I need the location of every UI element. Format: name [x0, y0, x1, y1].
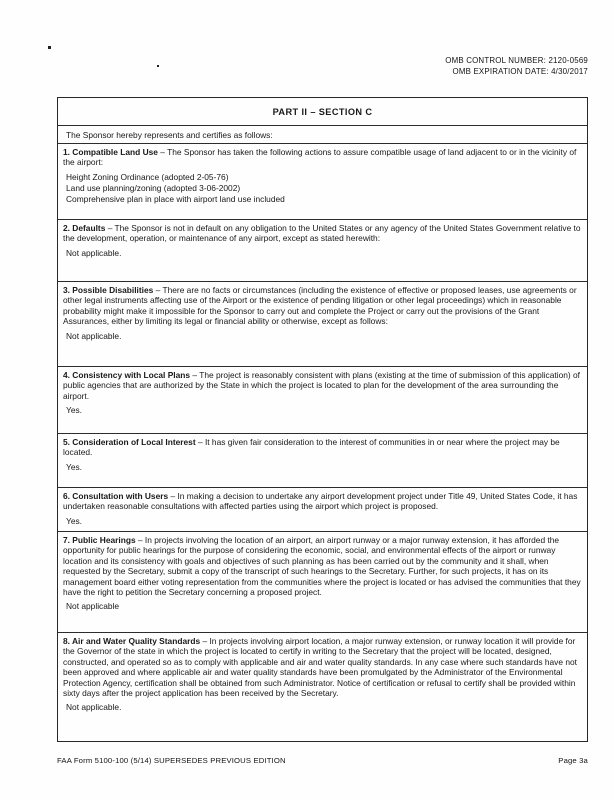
- section-body: – In making a decision to undertake any airport development project under Title 49, United States Code, it has undertaken reasonable consultations with affected parties using the airport which project is proposed.: [63, 491, 578, 512]
- section-answers: [63, 331, 581, 342]
- form-number: FAA Form 5100-100 (5/14) SUPERSEDES PREVIOUS EDITION: [57, 756, 286, 765]
- section-answer: Not applicable.: [66, 330, 122, 341]
- section-answers: [63, 172, 581, 205]
- section-text: [63, 223, 581, 244]
- certification-form-box: [57, 97, 588, 742]
- section-public-hearings: [58, 532, 587, 633]
- section-answers: [63, 248, 581, 259]
- part-title: PART II – SECTION C: [272, 106, 373, 117]
- section-answer: Yes.: [66, 405, 82, 416]
- section-defaults: [58, 220, 587, 282]
- section-body: – In projects involving airport location, a major runway extension, or runway location it will provide for the Governor of the state in which the project is located to certify in writing to the Secretary that the project will be located, designed, constructed, and operated so as to comply with applicable and air and water quality standards. In any case where such standards have not been approved and where applicable air and water quality standards have been promulgated by the Administrator of the Environmental Protection Agency, certification shall be obtained from such Administrator. Notice of certification or refusal to certify shall be provided within sixty days after the project application has been received by the Secretary.: [63, 636, 577, 699]
- section-title: 1. Compatible Land Use: [63, 147, 158, 157]
- section-title: 8. Air and Water Quality Standards: [63, 636, 201, 646]
- section-text: [63, 636, 581, 698]
- section-consultation-with-users: [58, 488, 587, 532]
- section-text: [63, 535, 581, 597]
- intro-row: [58, 126, 587, 144]
- section-text: [63, 491, 581, 512]
- section-body: – In projects involving the location of an airport, an airport runway or a major runway extension, it has afforded the opportunity for public hearings for the purpose of considering the economic, social, and environmental effects of the airport or runway location and its consistency with goals and objectives of such planning as has been carried out by the community and it shall, when requested by the Secretary, submit a copy of the transcript of such hearings to the Secretary. Further, for such projects, it has on its management board either voting representation from the communities where the project is located or has advised the communities that they have the right to petition the Secretary concerning a proposed project.: [63, 535, 581, 598]
- part-title-row: [58, 98, 587, 126]
- section-title: 7. Public Hearings: [63, 535, 136, 545]
- section-title: 4. Consistency with Local Plans: [63, 370, 191, 380]
- section-answer: Height Zoning Ordinance (adopted 2-05-76): [66, 171, 229, 182]
- section-consistency-with-local-plans: [58, 367, 587, 434]
- section-title: 6. Consultation with Users: [63, 491, 169, 501]
- section-body: – The project is reasonably consistent with plans (existing at the time of submission of this application) of public agencies that are authorized by the State in which the project is located to plan for the development of the area surrounding the airport.: [63, 370, 581, 401]
- section-answer: Not applicable: [66, 601, 120, 612]
- scan-speck-icon: [48, 46, 51, 49]
- section-title: 5. Consideration of Local Interest: [63, 437, 196, 447]
- section-answers: [63, 462, 581, 473]
- section-body: – The Sponsor is not in default on any obligation to the United States or any agency of the United States Government relative to the development, operation, or maintenance of any airport, except as stated herewith:: [63, 223, 581, 244]
- omb-header: [445, 56, 588, 77]
- section-title: 3. Possible Disabilities: [63, 285, 154, 295]
- section-answer: Not applicable.: [66, 247, 122, 258]
- section-possible-disabilities: [58, 282, 587, 367]
- section-compatible-land-use: [58, 144, 587, 220]
- omb-control-number: OMB CONTROL NUMBER: 2120-0569: [445, 56, 588, 65]
- section-air-and-water-quality-standards: [58, 633, 587, 741]
- section-text: [63, 147, 581, 168]
- intro-statement: The Sponsor hereby represents and certifies as follows:: [66, 129, 273, 140]
- section-text: [63, 285, 581, 327]
- section-answers: [63, 405, 581, 416]
- section-answers: [63, 601, 581, 612]
- section-answer: Comprehensive plan in place with airport land use included: [66, 193, 285, 204]
- section-text: [63, 370, 581, 401]
- page-number: Page 3a: [558, 756, 588, 765]
- section-title: 2. Defaults: [63, 223, 106, 233]
- page-footer: [57, 756, 588, 765]
- section-answer: Yes.: [66, 515, 82, 526]
- section-body: – It has given fair consideration to the interest of communities in or near where the project may be located.: [63, 437, 560, 458]
- section-answer: Yes.: [66, 461, 82, 472]
- section-text: [63, 437, 581, 458]
- omb-expiration-date: OMB EXPIRATION DATE: 4/30/2017: [452, 66, 588, 76]
- section-answers: [63, 702, 581, 713]
- section-body: – There are no facts or circumstances (including the existence of effective or proposed leases, use agreements or other legal instruments affecting use of the Airport or the existence of pending litigation or other legal proceedings) which in reasonable probability might make it impossible for the Sponsor to carry out and complete the Project or carry out the provisions of the Grant Assurances, either by limiting its legal or financial ability or otherwise, except as follows:: [63, 285, 577, 327]
- scan-speck-icon: [157, 65, 159, 67]
- section-answer: Not applicable.: [66, 702, 122, 713]
- section-answer: Land use planning/zoning (adopted 3-06-2002): [66, 182, 241, 193]
- section-answers: [63, 516, 581, 527]
- section-consideration-of-local-interest: [58, 434, 587, 488]
- section-body: – The Sponsor has taken the following actions to assure compatible usage of land adjacent to or in the vicinity of the airport:: [63, 147, 577, 168]
